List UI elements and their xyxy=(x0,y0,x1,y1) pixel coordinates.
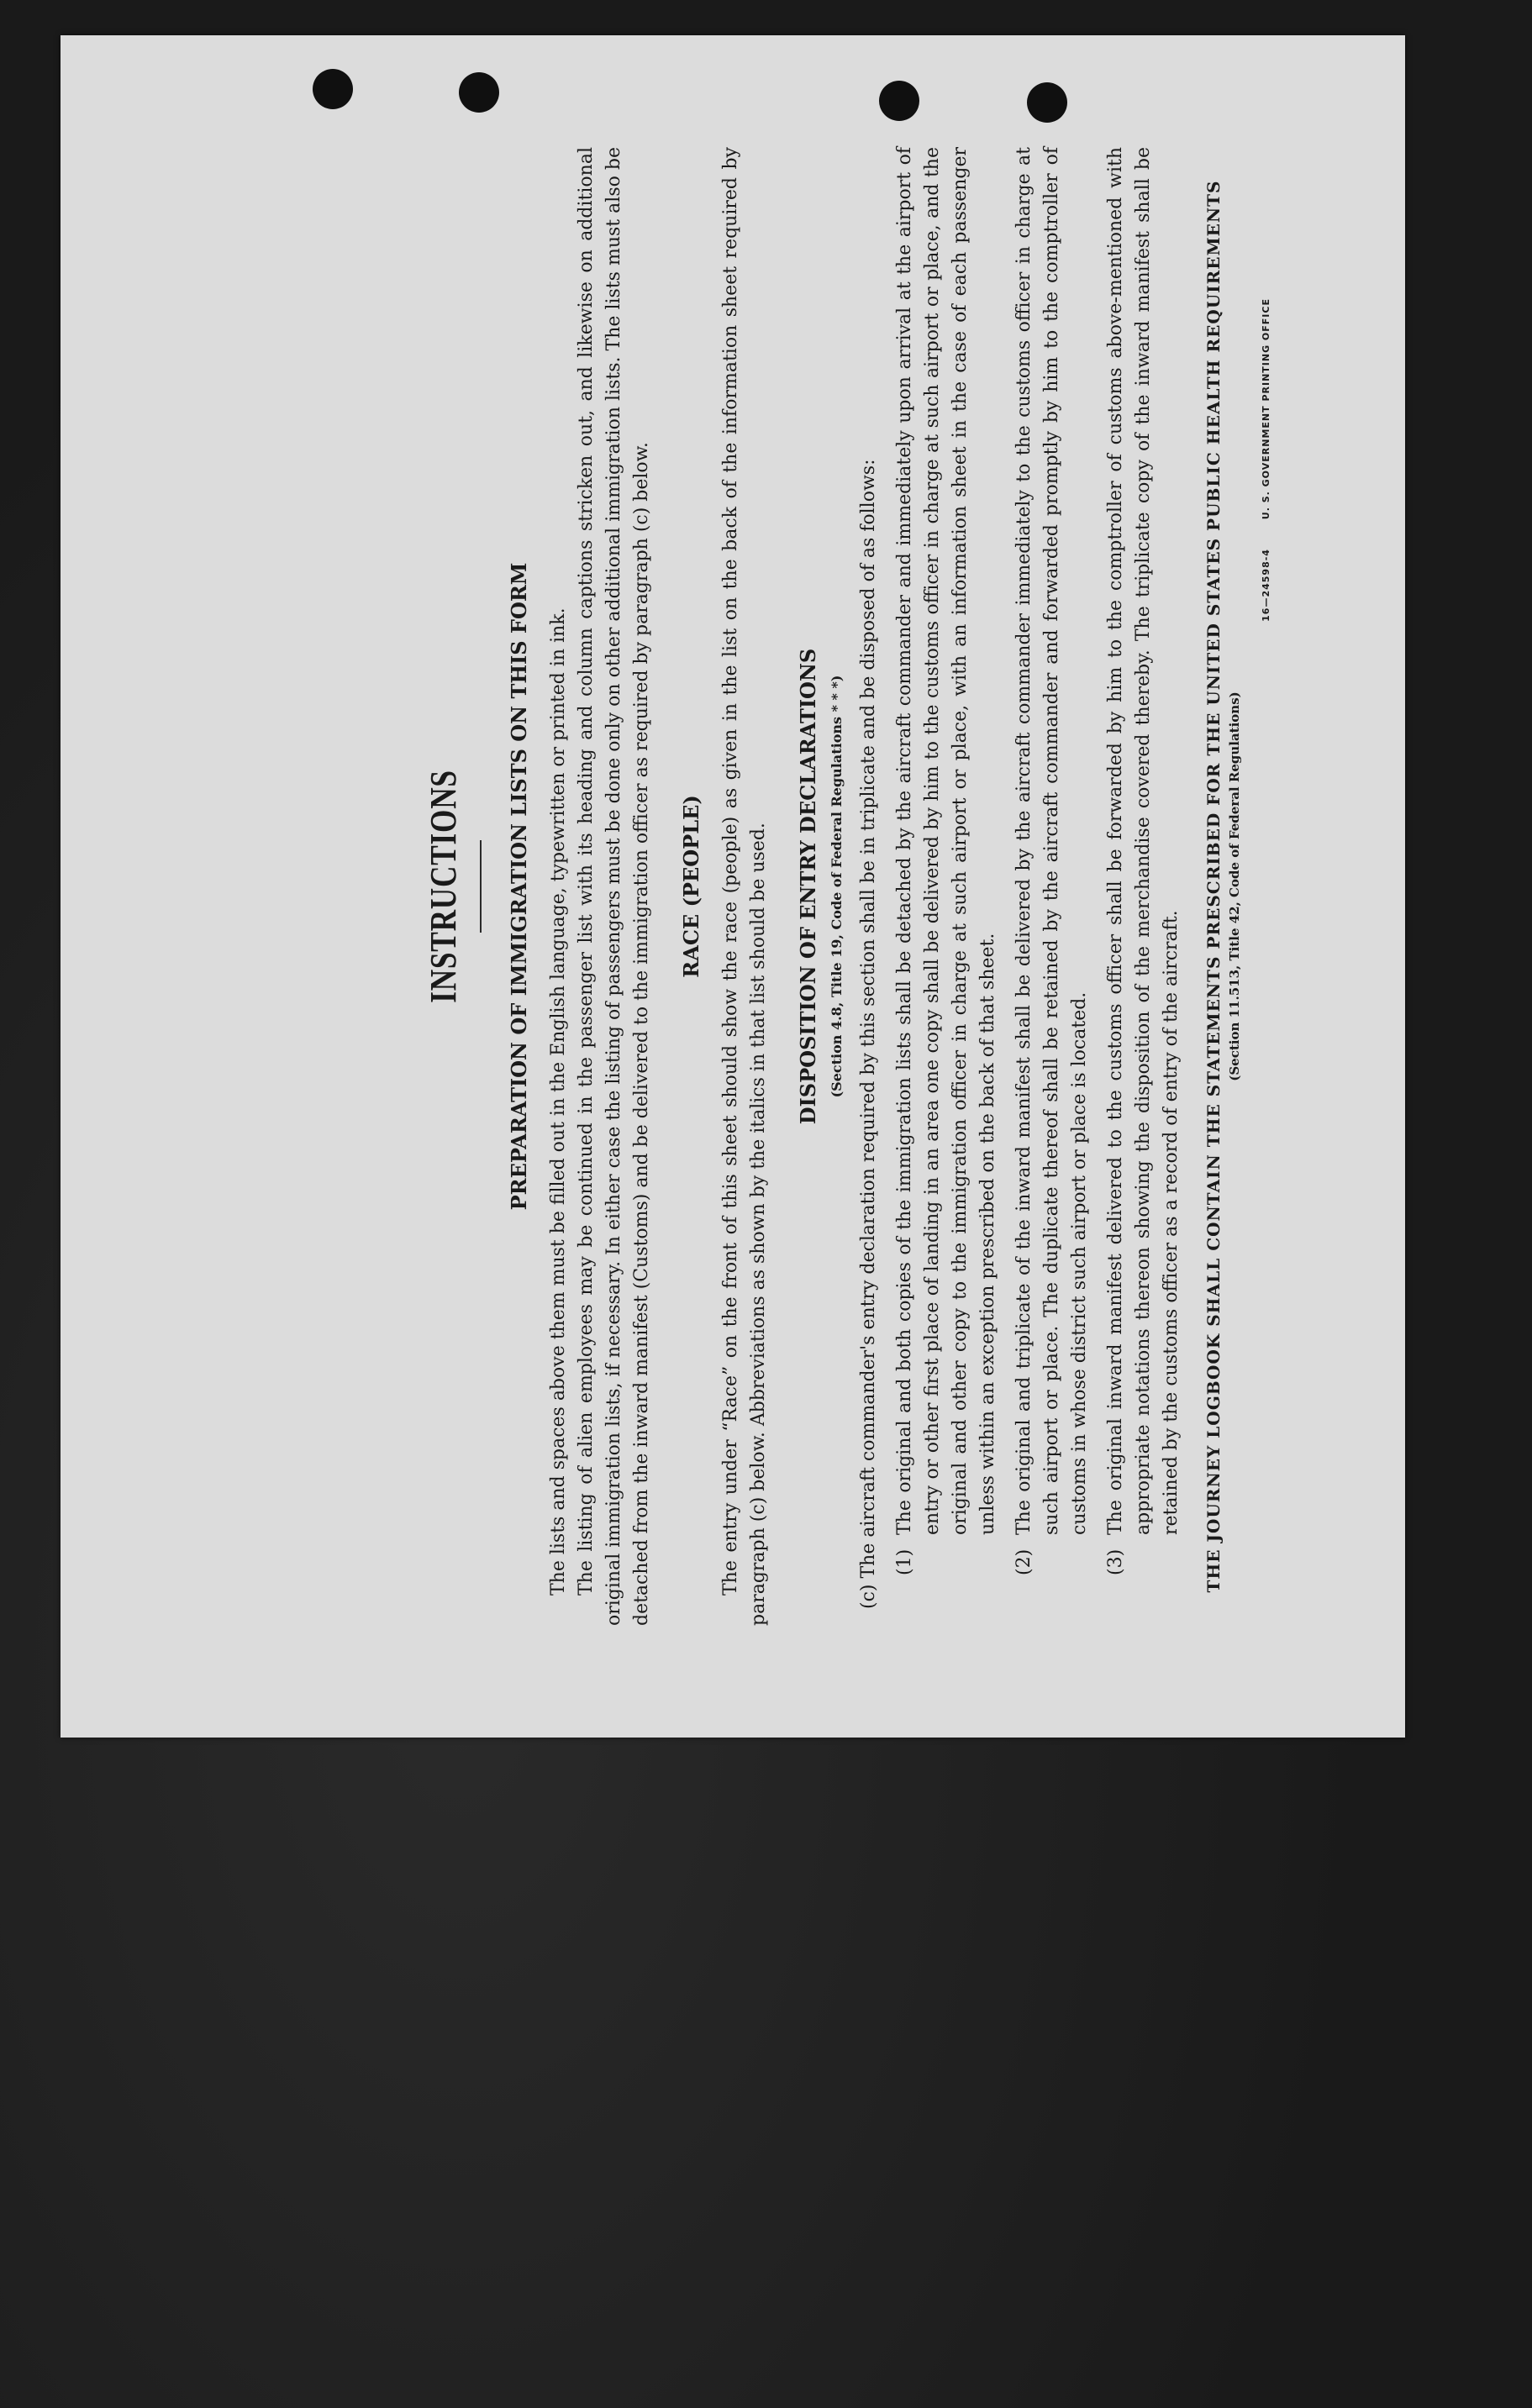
printer-name: U. S. GOVERNMENT PRINTING OFFICE xyxy=(1261,298,1271,520)
list-item xyxy=(891,147,1002,1626)
list-item xyxy=(1102,147,1185,1626)
section-heading-disposition: DISPOSITION OF ENTRY DECLARATIONS xyxy=(796,648,820,1125)
printer-imprint xyxy=(1261,147,1271,1626)
form-number: 16—24598-4 xyxy=(1261,549,1271,622)
section-citation-disposition: (Section 4.8, Title 19, Code of Federal Regulations * * *) xyxy=(829,675,845,1098)
list-item-text: The original and both copies of the immigration lists shall be detached by the aircraft commander and immediately upon arrival at the airport of entry or other first place of landing in an area one copy shall be delivered by him to the customs officer in charge at such airport or place, and the original and other copy to the immigration officer in charge at such airport or place, with an information sheet in the case of each passenger unless within an exception prescribed on the back of that sheet. xyxy=(894,147,998,1535)
paragraph-disposition-intro: (c) The aircraft commander's entry declaration required by this section shall be in triplicate and be disposed of as follows: xyxy=(858,459,879,1609)
list-item-text: The original inward manifest delivered to the customs officer shall be forwarded by him to the comptroller of customs above-mentioned with appropriate notations thereon showing the disposition of the merchandise covered thereby. The triplicate copy of the inward manifest shall be retained by the customs officer as a record of entry of the aircraft. xyxy=(1105,147,1182,1535)
section-heading-race: RACE (PEOPLE) xyxy=(679,795,703,978)
paragraph-race: The entry under “Race” on the front of this sheet should show the race (people) as given in the list on the back of the information sheet required by paragraph (c) below. Abbreviations as shown by the italics in that list should be used. xyxy=(720,147,769,1626)
footer-statement: THE JOURNEY LOGBOOK SHALL CONTAIN THE STATEMENTS PRESCRIBED FOR THE UNITED STATES PUBLIC HEALTH REQUIREMENTS xyxy=(1203,180,1224,1593)
document-sheet xyxy=(61,35,1405,1738)
footer-citation: (Section 11.513, Title 42, Code of Federal Regulations) xyxy=(1227,691,1242,1081)
paragraph-preparation-1: The lists and spaces above them must be filled out in the English language, typewritten or printed in ink. xyxy=(548,607,569,1596)
list-item-number: (3) xyxy=(1105,1548,1126,1575)
paragraph-preparation-2: The listing of alien employees may be continued in the passenger list with its heading and column captions stricken out, and likewise on additional original immigration lists, if necessary. In either case the listing of passengers must be done only on other additional immigration lists. The lists must also be detached from the inward manifest (Customs) and be delivered to the immigration officer as required by paragraph (c) below. xyxy=(576,147,652,1626)
list-item xyxy=(1010,147,1093,1626)
list-item-text: The original and triplicate of the inward manifest shall be delivered by the aircraft commander immediately to the customs officer in charge at such airport or place. The duplicate thereof shall be retained by the aircraft commander and forwarded promptly by him to the comptroller of customs in whose district such airport or place is located. xyxy=(1013,147,1090,1535)
list-item-number: (1) xyxy=(894,1548,915,1575)
instructions-content xyxy=(187,97,1279,1676)
title-rule xyxy=(480,840,482,933)
page-title: INSTRUCTIONS xyxy=(423,770,464,1003)
rotated-content-frame xyxy=(61,35,1405,1738)
list-item-number: (2) xyxy=(1013,1548,1034,1575)
section-heading-preparation: PREPARATION OF IMMIGRATION LISTS ON THIS FORM xyxy=(507,562,531,1211)
